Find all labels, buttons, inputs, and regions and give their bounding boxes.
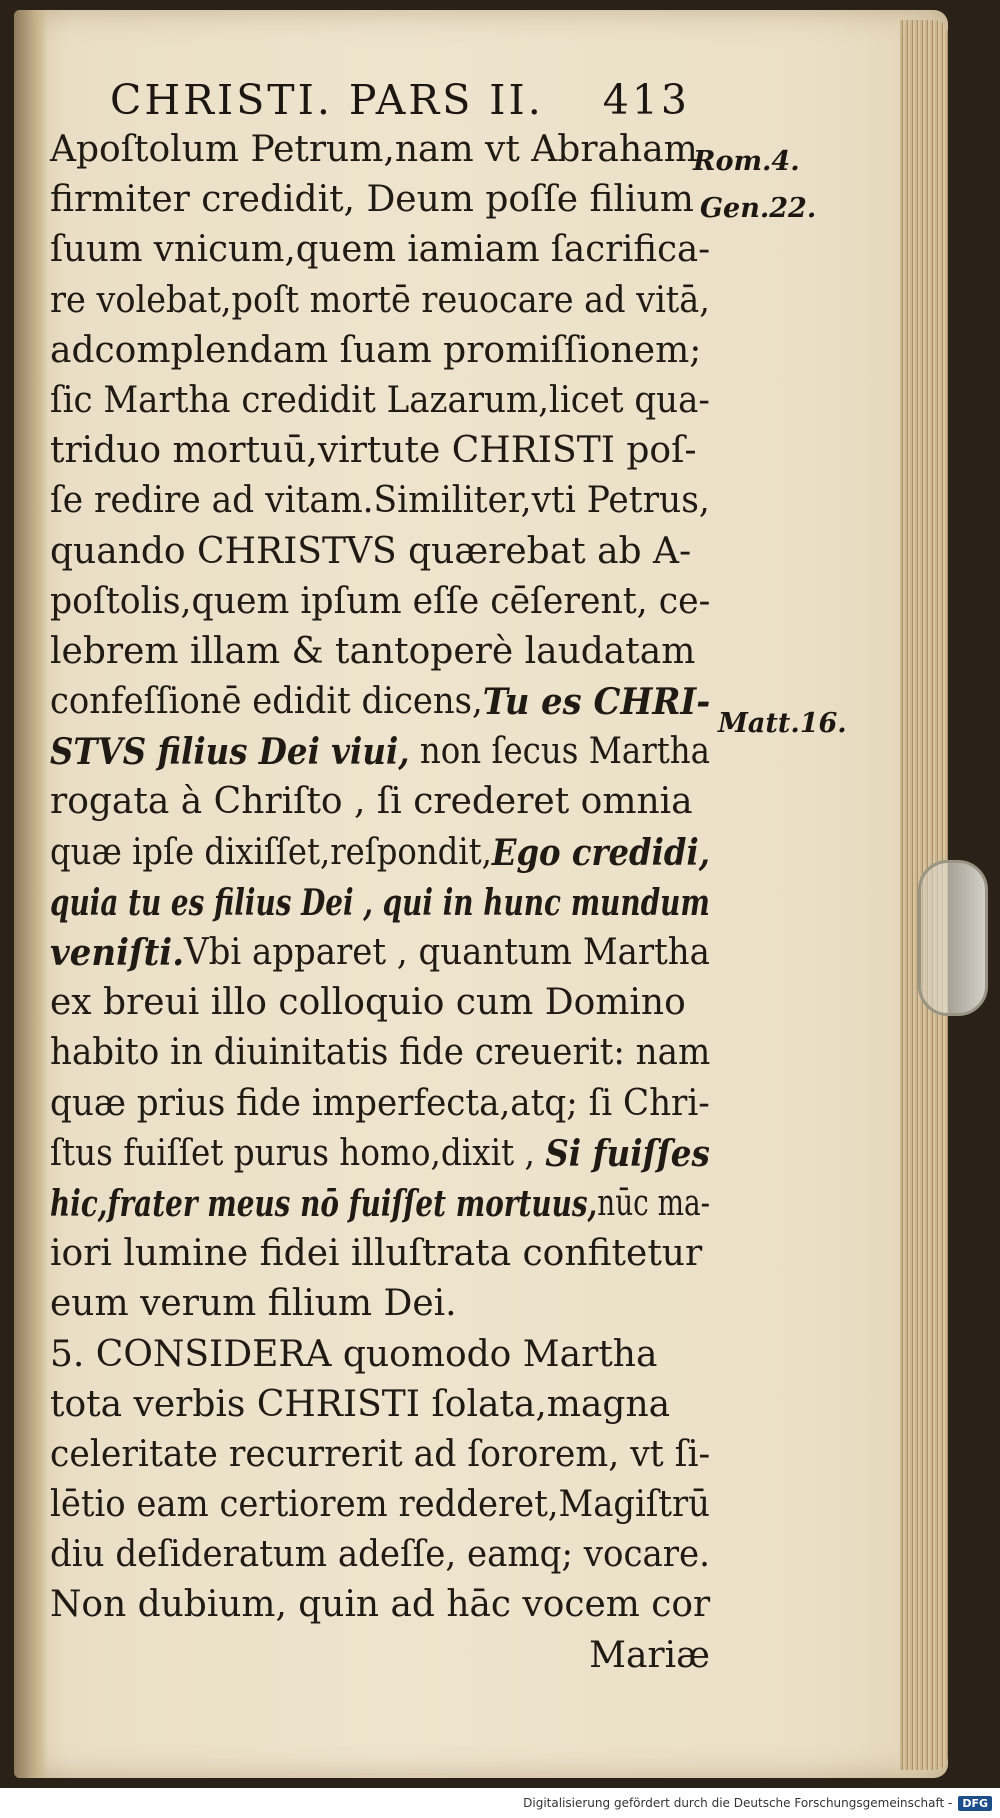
text-line xyxy=(50,426,710,476)
text-segment: diu deſideratum adeſſe, eamq; vocare. xyxy=(50,1534,710,1576)
text-segment: eum verum filium Dei. xyxy=(50,1283,457,1325)
text-segment: ex breui illo colloquio cum Domino xyxy=(50,982,686,1024)
text-segment: nūc ma- xyxy=(597,1182,711,1224)
text-line xyxy=(50,1279,710,1329)
text-segment: quæ ipſe dixiſſet,reſpondit, xyxy=(50,831,492,873)
text-line xyxy=(50,1179,711,1229)
text-line xyxy=(50,225,711,275)
text-line xyxy=(50,376,710,426)
text-segment: iori lumine fidei illuſtrata confitetur xyxy=(50,1233,703,1275)
text-segment: Non dubium, quin ad hāc vocem cor xyxy=(50,1584,711,1626)
text-line xyxy=(50,1530,710,1580)
margin-note: Gen.22. xyxy=(700,193,817,224)
book-gutter xyxy=(14,10,48,1778)
catchword-line xyxy=(50,1631,710,1681)
text-segment: 5. CONSIDERA quomodo Martha xyxy=(50,1333,658,1375)
text-segment: Apoſtolum Petrum,nam vt Abraham xyxy=(50,129,698,170)
text-segment: ſtus fuiſſet purus homo,dixit , xyxy=(50,1132,546,1174)
text-line xyxy=(50,125,710,175)
text-line xyxy=(50,727,711,777)
text-segment: quando CHRISTVS quærebat ab A- xyxy=(50,530,692,572)
text-line xyxy=(50,1480,710,1530)
italic-text: quia tu es filius Dei , qui in hunc mundum xyxy=(50,881,710,924)
text-line xyxy=(50,1028,711,1078)
text-segment: quæ prius fide imperfecta,atq; ſi Chri- xyxy=(50,1082,710,1124)
dfg-logo: DFG xyxy=(958,1796,992,1811)
text-line xyxy=(50,175,710,225)
footer-bar xyxy=(0,1788,1000,1818)
italic-text: STVS filius Dei viui, xyxy=(50,731,410,774)
text-segment: firmiter credidit, Deum poſſe filium xyxy=(50,179,694,221)
text-segment: lētio eam certiorem redderet,Magiſtrū xyxy=(50,1484,710,1526)
text-line xyxy=(50,777,710,827)
text-line xyxy=(50,1229,710,1279)
text-segment: confeſſionē edidit dicens, xyxy=(50,681,483,723)
text-line xyxy=(50,1380,710,1430)
body-text xyxy=(50,125,710,1631)
text-line xyxy=(50,828,710,878)
text-segment: ſuum vnicum,quem iamiam ſacrifica- xyxy=(50,229,711,271)
text-line xyxy=(50,326,710,376)
text-segment: lebrem illam & tantoperè laudatam xyxy=(50,630,696,672)
text-segment: poſtolis,quem ipſum eſſe cēſerent, ce- xyxy=(50,580,711,622)
paper-clip xyxy=(918,860,988,1016)
text-line xyxy=(50,1580,709,1630)
text-segment: rogata à Chriſto , ſi crederet omnia xyxy=(50,781,693,823)
text-segment: celeritate recurrerit ad ſororem, vt ſi- xyxy=(50,1433,711,1475)
text-line xyxy=(50,527,710,577)
running-header xyxy=(110,76,690,124)
text-segment: ſe redire ad vitam.Similiter,vti Petrus, xyxy=(50,480,710,522)
text-segment: triduo mortuū,virtute CHRISTI poſ- xyxy=(50,430,697,472)
text-segment: Vbi apparet , quantum Martha xyxy=(184,932,710,973)
italic-text: Tu es CHRI- xyxy=(482,681,711,724)
text-line xyxy=(50,276,710,326)
text-segment: adcomplendam ſuam promiſſionem; xyxy=(50,329,702,371)
italic-text: veniſti. xyxy=(50,932,185,974)
margin-note: Matt.16. xyxy=(718,708,847,739)
footer-credit: Digitalisierung gefördert durch die Deutsche Forschungsgemeinschaft - xyxy=(523,1796,953,1810)
text-line xyxy=(50,928,710,978)
header-title: CHRISTI. PARS II. xyxy=(110,76,544,124)
text-line xyxy=(50,878,710,928)
catchword: Mariæ xyxy=(589,1635,710,1676)
page-number: 413 xyxy=(602,76,690,124)
text-segment: re volebat,poſt mortē reuocare ad vitā, xyxy=(50,279,710,321)
text-line xyxy=(50,577,711,627)
text-line xyxy=(50,476,710,526)
text-line xyxy=(50,1129,710,1179)
text-segment: habito in diuinitatis fide creuerit: nam xyxy=(50,1032,711,1074)
italic-text: Si fuiſſes xyxy=(545,1132,710,1175)
italic-text: Ego credidi, xyxy=(491,831,710,874)
italic-text: hic,frater meus nō fuiſſet mortuus, xyxy=(50,1182,598,1225)
text-line xyxy=(50,677,711,727)
text-line xyxy=(50,627,710,677)
margin-note: Rom.4. xyxy=(693,146,800,177)
text-line xyxy=(50,1330,710,1380)
text-segment: tota verbis CHRISTI ſolata,magna xyxy=(50,1383,671,1425)
text-segment: ſic Martha credidit Lazarum,licet qua- xyxy=(50,379,710,421)
text-segment: non ſecus Martha xyxy=(409,731,711,773)
text-line xyxy=(50,978,710,1028)
text-line xyxy=(50,1079,710,1129)
text-line xyxy=(50,1430,711,1480)
